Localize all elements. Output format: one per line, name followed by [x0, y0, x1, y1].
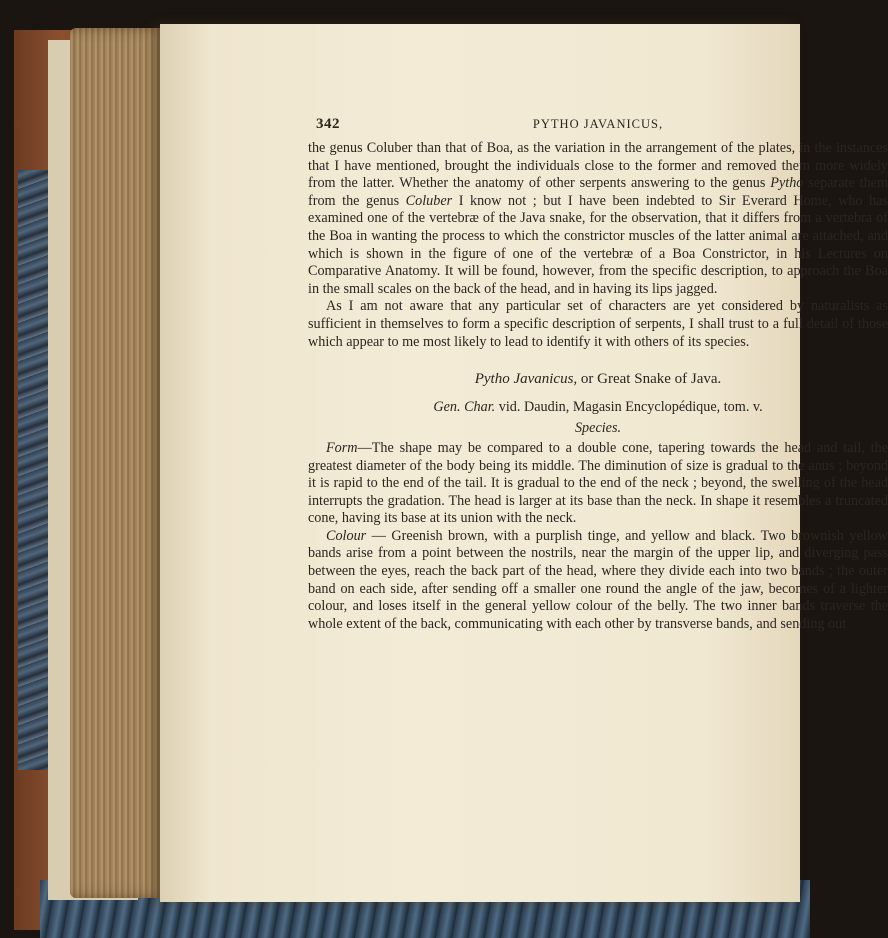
species-title: Pytho Javanicus, or Great Snake of Java. — [474, 371, 722, 388]
paragraph-1: the genus Coluber than that of Boa, as the variation in the arrangement of the plates, in the instances that I have mentioned, brought the individuals close to the former and removed them more widely from the latter. Whether the anatomy of other serpents answering to the genus Pytho separate them from the genus Coluber I know not ; but I have been indebted to Sir Everard Home, who has examined one of the vertebræ of the Java snake, for the observation, that it differs from a vertebra of the Boa in wanting the process to which the constrictor muscles of the latter animal are attached, and which is shown in the figure of one of the vertebræ of a Boa Constrictor, in his Lectures on Comparative Anatomy. It will be found, however, from the specific description, to approach the Boa in the small scales on the back of the head, and in having its lips jagged. — [308, 140, 888, 297]
page-number: 342 — [316, 116, 340, 132]
page-text — [308, 116, 888, 633]
page-edges — [70, 28, 170, 898]
colour-paragraph: Colour — Greenish brown, with a purplish tinge, and yellow and black. Two brownish yellow bands arise from a point between the nostrils, near the margin of the upper lip, and diverging pass between the eyes, reach the back part of the head, where they divide each into two bands ; the outer band on each side, after sending off a smaller one round the angle of the jaw, becomes of a lighter colour, and loses itself in the general yellow colour of the belly. The two inner bands traverse the whole extent of the back, communicating with each other by transverse bands, and sending out — [308, 527, 888, 632]
paragraph-2: As I am not aware that any particular set of characters are yet considered by naturalists as sufficient in themselves to form a specific description of serpents, I shall trust to a full detail of those which appear to me most likely to lead to identify it with others of its species. — [308, 298, 888, 350]
running-head: PYTHO JAVANICUS, — [532, 117, 664, 131]
genus-characters: Gen. Char. vid. Daudin, Magasin Encyclopédique, tom. v. — [433, 398, 763, 415]
form-paragraph: Form—The shape may be compared to a double cone, tapering towards the head and tail, the greatest diameter of the body being its middle. The diminution of size is gradual to the anus ; beyond it is rapid to the end of the tail. It is gradual to the end of the neck ; beyond, the swelling of the head interrupts the gradation. The head is larger at its base than the neck. In shape it resembles a truncated cone, having its base at its union with the neck. — [308, 439, 888, 527]
page-header — [308, 116, 888, 136]
book-page — [160, 24, 888, 902]
species-heading: Species. — [574, 420, 622, 437]
